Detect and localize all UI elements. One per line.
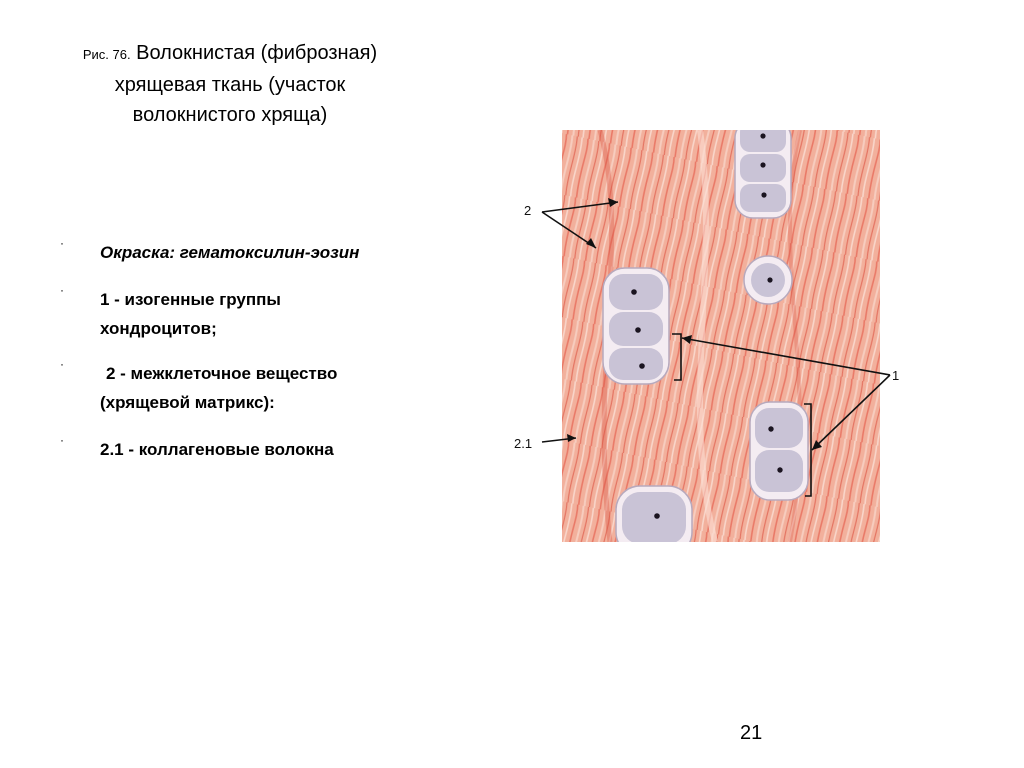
bullet-dot: · [60, 283, 64, 297]
tissue-section [562, 120, 880, 550]
legend-item-1 [60, 285, 390, 343]
legend-text: Окраска: гематоксилин-эозин [100, 243, 360, 262]
isogenic-group-bottom [616, 486, 692, 550]
legend-text: 2 - межклеточное вещество (хрящевой матрикс): [100, 364, 338, 412]
figure-caption [60, 38, 400, 130]
bullet-dot: · [60, 357, 64, 371]
legend-text: 1 - изогенные группы хондроцитов; [100, 290, 281, 338]
label-1: 1 [892, 368, 900, 383]
caption-title: Волокнистая (фиброзная) хрящевая ткань (участок волокнистого хряща) [114, 42, 378, 126]
legend-text: 2.1 - коллагеновые волокна [100, 440, 334, 459]
label-2: 2 [524, 203, 532, 218]
legend-list [60, 238, 390, 464]
isogenic-group-top [735, 120, 791, 218]
chondrocyte-single [744, 256, 792, 304]
histology-illustration [500, 120, 920, 550]
legend-item-2-1 [60, 435, 390, 464]
label-2-1: 2.1 [514, 436, 533, 451]
caption-prefix: Рис. 76. [82, 47, 131, 62]
legend-item-stain [60, 238, 390, 267]
histology-figure [500, 120, 920, 550]
isogenic-group-left [603, 268, 669, 384]
page-number: 21 [740, 722, 763, 744]
legend-item-2 [60, 359, 390, 417]
isogenic-group-right [750, 402, 808, 500]
bullet-dot: · [60, 236, 64, 250]
bullet-dot: · [60, 433, 64, 447]
